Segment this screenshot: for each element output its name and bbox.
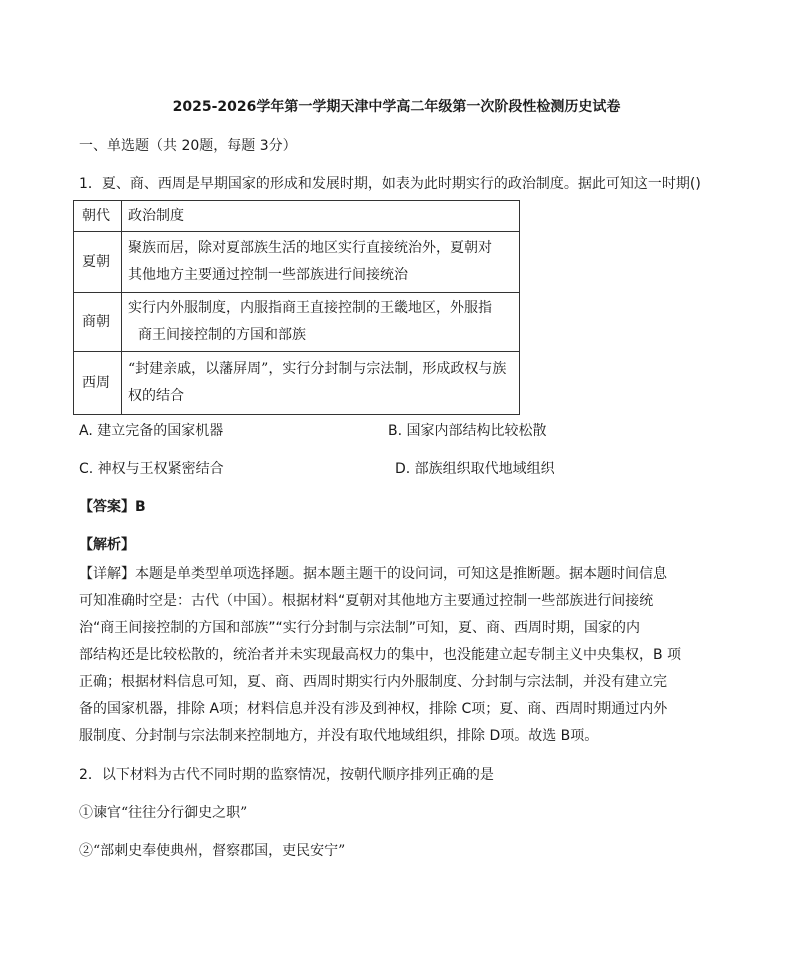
detail-line: 【详解】本题是单类型单项选择题。据本题主题干的设问词，可知这是推断题。据本题时间信息 bbox=[79, 566, 667, 582]
system-line: 其他地方主要通过控制一些部族进行间接统治 bbox=[128, 267, 408, 283]
system-line: “封建亲戚，以藩屏周”，实行分封制与宗法制，形成政权与族 bbox=[128, 361, 507, 377]
answer-label: 【答案】B bbox=[79, 499, 146, 515]
system-line: 商王间接控制的方国和部族 bbox=[138, 327, 306, 343]
detail-line: 备的国家机器，排除 A项；材料信息并没有涉及到神权，排除 C项；夏、商、西周时期通过内外 bbox=[79, 701, 668, 717]
politics-table bbox=[73, 200, 520, 415]
analysis-label: 【解析】 bbox=[79, 537, 135, 553]
option-d: D. 部族组织取代地域组织 bbox=[395, 461, 555, 477]
system-line: 实行内外服制度，内服指商王直接控制的王畿地区，外服指 bbox=[128, 300, 492, 316]
question-2-stem: 2．以下材料为古代不同时期的监察情况，按朝代顺序排列正确的是 bbox=[79, 767, 494, 783]
option-c: C. 神权与王权紧密结合 bbox=[79, 461, 224, 477]
table-row bbox=[74, 232, 520, 293]
header-system: 政治制度 bbox=[122, 201, 520, 232]
table-row bbox=[74, 293, 520, 352]
dynasty-cell: 夏朝 bbox=[74, 232, 122, 293]
option-b: B. 国家内部结构比较松散 bbox=[388, 423, 547, 439]
table-row bbox=[74, 352, 520, 415]
question-1-stem: 1．夏、商、西周是早期国家的形成和发展时期，如表为此时期实行的政治制度。据此可知这一时期() bbox=[79, 176, 701, 192]
system-line: 权的结合 bbox=[128, 388, 184, 404]
detail-line: 服制度、分封制与宗法制来控制地方，并没有取代地域组织，排除 D项。故选 B项。 bbox=[79, 728, 599, 744]
system-line: 聚族而居，除对夏部族生活的地区实行直接统治外，夏朝对 bbox=[128, 240, 492, 256]
table-header-row bbox=[74, 201, 520, 232]
detail-line: 部结构还是比较松散的，统治者并未实现最高权力的集中，也没能建立起专制主义中央集权，B 项 bbox=[79, 647, 682, 663]
question-2-item-1: ①谏官“往往分行御史之职” bbox=[79, 805, 248, 821]
option-a: A. 建立完备的国家机器 bbox=[79, 423, 224, 439]
system-cell bbox=[122, 232, 520, 293]
dynasty-cell: 商朝 bbox=[74, 293, 122, 352]
section-heading: 一、单选题（共 20题，每题 3分） bbox=[79, 138, 297, 154]
header-dynasty: 朝代 bbox=[74, 201, 122, 232]
dynasty-cell: 西周 bbox=[74, 352, 122, 415]
detail-line: 正确；根据材料信息可知，夏、商、西周时期实行内外服制度、分封制与宗法制，并没有建立完 bbox=[79, 674, 667, 690]
detail-line: 可知准确时空是：古代（中国）。根据材料“夏朝对其他地方主要通过控制一些部族进行间接统 bbox=[79, 593, 654, 609]
document-title: 2025-2026学年第一学期天津中学高二年级第一次阶段性检测历史试卷 bbox=[172, 99, 621, 115]
analysis-detail bbox=[79, 561, 699, 750]
detail-line: 治“商王间接控制的方国和部族”“实行分封制与宗法制”可知，夏、商、西周时期，国家的内 bbox=[79, 620, 641, 636]
system-cell bbox=[122, 352, 520, 415]
system-cell bbox=[122, 293, 520, 352]
question-2-item-2: ②“部刺史奉使典州，督察郡国，吏民安宁” bbox=[79, 843, 346, 859]
